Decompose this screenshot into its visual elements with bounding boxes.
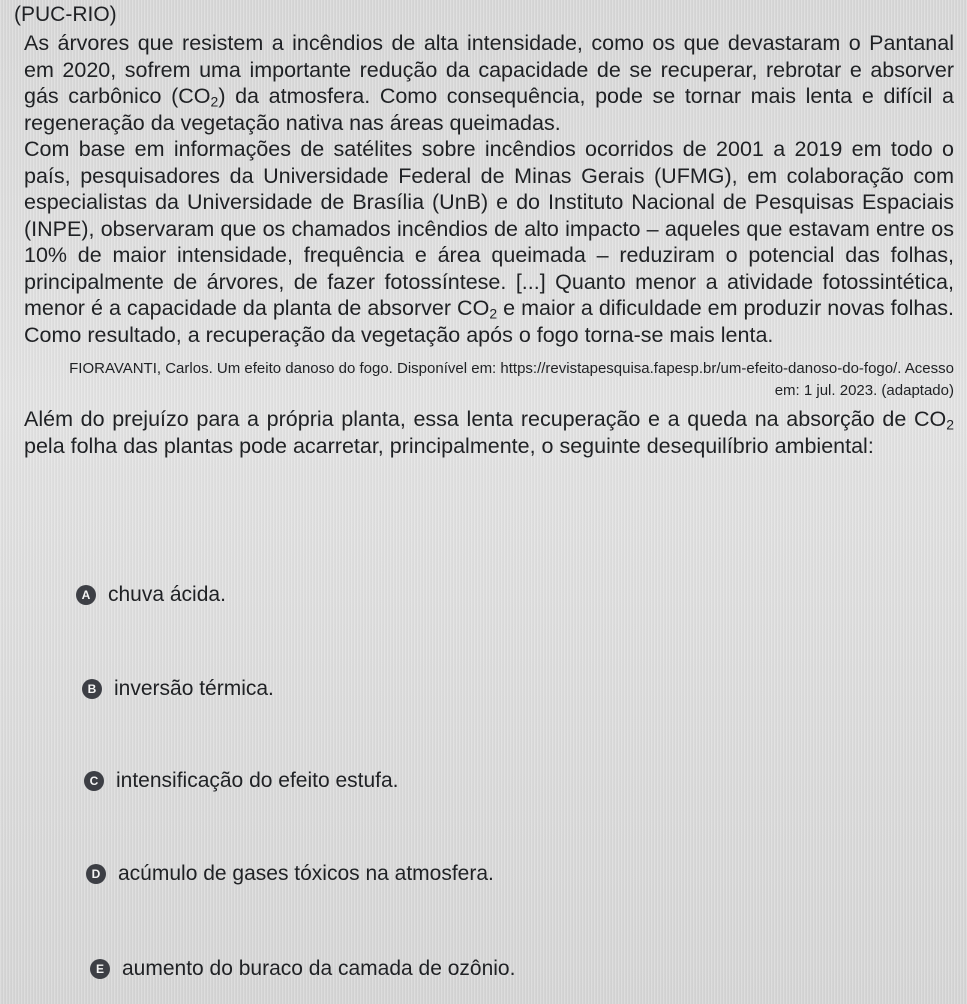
option-e-text: aumento do buraco da camada de ozônio. bbox=[122, 957, 516, 980]
paragraph-1-text: As árvores que resistem a incêndios de alta intensidade, como os que devastaram o Pantanal em 2020, sofrem uma importante redução da capacidade de se recuperar, rebrotar e absorver gás carbônico (CO bbox=[24, 31, 954, 108]
citation-line-2: em: 1 jul. 2023. (adaptado) bbox=[774, 382, 954, 399]
paragraph-2-subscript: 2 bbox=[489, 305, 498, 322]
text-paragraph-2 bbox=[24, 136, 954, 348]
option-c-text: intensificação do efeito estufa. bbox=[116, 769, 399, 792]
option-a[interactable] bbox=[76, 583, 226, 607]
question-text: Além do prejuízo para a própria planta, essa lenta recuperação e a queda na absorção de CO bbox=[24, 407, 947, 431]
option-c-badge: C bbox=[84, 771, 104, 791]
citation bbox=[14, 358, 954, 402]
option-b-badge: B bbox=[82, 679, 102, 699]
question-subscript: 2 bbox=[946, 416, 954, 433]
question-text-end: pela folha das plantas pode acarretar, principalmente, o seguinte desequilíbrio ambiental: bbox=[24, 433, 874, 458]
paragraph-1-text-end: ) da atmosfera. Como consequência, pode se tornar mais lenta e difícil a regeneração da vegetação nativa nas áreas queimadas. bbox=[24, 84, 955, 135]
option-c[interactable] bbox=[84, 769, 399, 793]
option-b[interactable] bbox=[82, 677, 274, 701]
option-b-text: inversão térmica. bbox=[114, 677, 274, 700]
option-e-badge: E bbox=[90, 959, 110, 979]
text-paragraph-1 bbox=[24, 30, 954, 136]
option-d[interactable] bbox=[86, 862, 494, 886]
option-a-text: chuva ácida. bbox=[108, 583, 226, 606]
option-d-text: acúmulo de gases tóxicos na atmosfera. bbox=[118, 862, 494, 885]
option-e[interactable] bbox=[90, 957, 515, 981]
question-source: (PUC-RIO) bbox=[14, 3, 117, 26]
citation-line-1: FIORAVANTI, Carlos. Um efeito danoso do fogo. Disponível em: https://revistapesquisa.fapesp.br/um-efeito-danoso-do-fogo/. Acesso bbox=[69, 360, 954, 377]
question-prompt bbox=[24, 406, 954, 459]
option-d-badge: D bbox=[86, 864, 106, 884]
question-page bbox=[14, 2, 954, 459]
paragraph-2-text: Com base em informações de satélites sobre incêndios ocorridos de 2001 a 2019 em todo o país, pesquisadores da Universidade Federal de Minas Gerais (UFMG), em colaboração com especialistas da Universidade de Brasília (UnB) e do Instituto Nacional de Pesquisas Espaciais (INPE), observaram que os chamados incêndios de alto impacto – aqueles que estavam entre os 10% de maior intensidade, frequência e área queimada – reduziram o potencial das folhas, principalmente de árvores, de fazer fotossíntese. [...] Quanto menor a atividade fotossintética, menor é a capacidade da planta de absorver CO bbox=[24, 137, 954, 320]
option-a-badge: A bbox=[76, 585, 96, 605]
paragraph-1-subscript: 2 bbox=[210, 93, 219, 110]
paragraph-2-text-end: e maior a dificuldade em produzir novas folhas. Como resultado, a recuperação da vegetação após o fogo torna-se mais lenta. bbox=[24, 296, 954, 347]
